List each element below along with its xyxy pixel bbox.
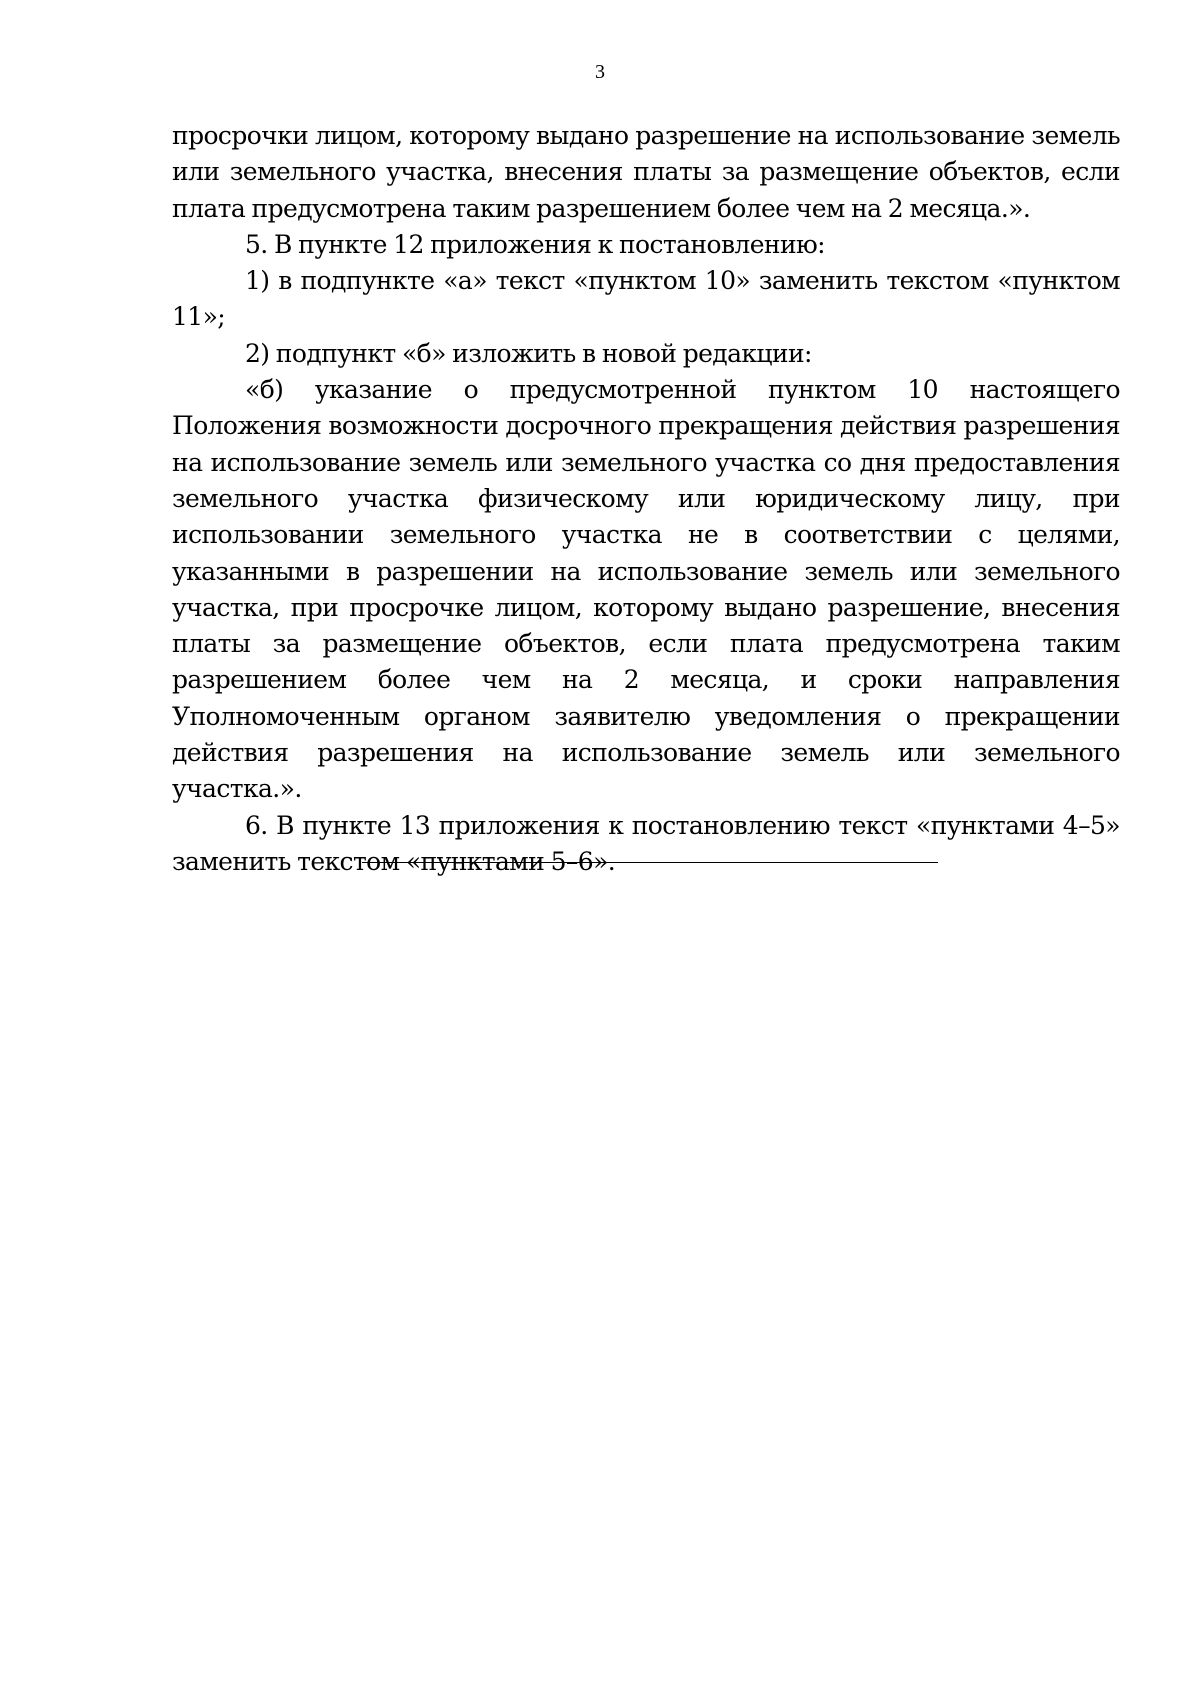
- paragraph-subitem-1: 1) в подпункте «а» текст «пунктом 10» заменить текстом «пунктом 11»;: [172, 266, 1120, 332]
- paragraph-quoted-subitem-b: «б) указание о предусмотренной пунктом 10 настоящего Положения возможности досрочного прекращения действия разрешения на использование земель или земельного участка со дня предоставления земельного участка физическому или юридическому лицу, при использовании земельного участка не в соответствии с целями, указанными в разрешении на использование земель или земельного участка, при просрочке лицом, которому выдано разрешение, внесения платы за размещение объектов, если плата предусмотрена таким разрешением более чем на 2 месяца, и сроки направления Уполномоченным органом заявителю уведомления о прекращении действия разрешения на использование земель или земельного участка.».: [172, 375, 1120, 804]
- paragraph-item-5: 5. В пункте 12 приложения к постановлению:: [245, 229, 826, 259]
- page-number: 3: [595, 61, 605, 83]
- paragraph-subitem-2: 2) подпункт «б» изложить в новой редакции:: [245, 338, 812, 368]
- end-separator-line: [362, 862, 938, 863]
- paragraph-continuation: просрочки лицом, которому выдано разрешение на использование земель или земельного участка, внесения платы за размещение объектов, если плата предусмотрена таким разрешением более чем на 2 месяца.».: [172, 121, 1120, 223]
- paragraph-item-6: 6. В пункте 13 приложения к постановлению текст «пунктами 4–5» заменить текстом «пунктами 5–6».: [172, 810, 1120, 876]
- document-body: [172, 118, 1120, 880]
